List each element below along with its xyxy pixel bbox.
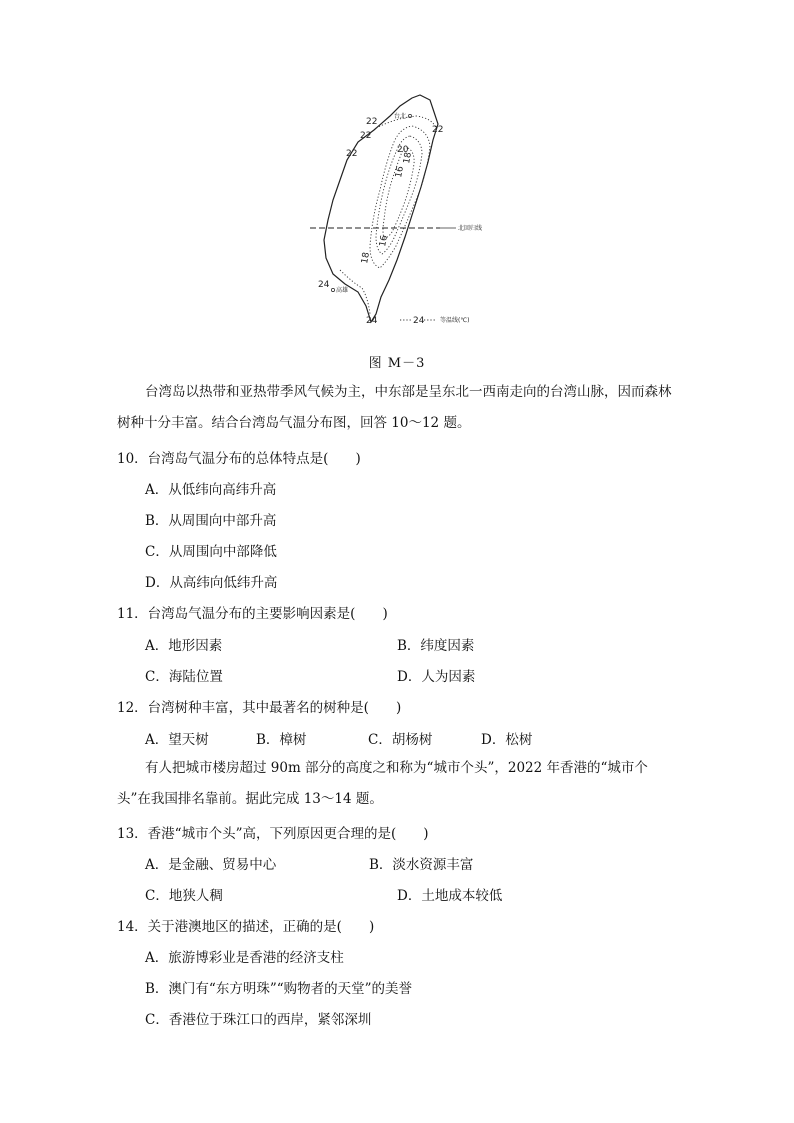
option-11-c: C．海陆位置: [145, 669, 223, 685]
option-12-b: B．樟树: [256, 732, 307, 748]
isotherm-label: 22: [432, 125, 444, 135]
option-13-b: B．淡水资源丰富: [369, 857, 474, 873]
isotherm-label: 20: [397, 145, 409, 155]
question-12: 12．台湾树种丰富，其中最著名的树种是( ): [117, 700, 402, 716]
taiwan-isotherm-map: [300, 92, 500, 342]
isotherm-label: 22: [360, 131, 372, 141]
intro-paragraph-2: 有人把城市楼房超过 90m 部分的高度之和称为“城市个头”，2022 年香港的“城市个头”在我国排名靠前。据此完成 13～14 题。: [117, 760, 648, 807]
question-11: 11．台湾岛气温分布的主要影响因素是( ): [117, 606, 388, 622]
option-13-d: D．土地成本较低: [397, 888, 503, 904]
option-12-c: C．胡杨树: [368, 732, 433, 748]
question-14: 14．关于港澳地区的描述，正确的是( ): [117, 919, 375, 935]
option-13-a: A．是金融、贸易中心: [145, 857, 277, 873]
isotherm-label: 22: [366, 117, 378, 127]
city-marker-kaohsiung: [331, 288, 334, 291]
legend-text: 等温线(℃): [440, 317, 470, 324]
legend-value: 24: [413, 316, 425, 326]
tropic-label: 北回归线: [458, 225, 483, 232]
option-11-b: B．纬度因素: [397, 638, 475, 654]
option-14-b: B．澳门有“东方明珠”“购物者的天堂”的美誉: [145, 981, 413, 997]
map-svg: [300, 92, 500, 342]
question-13: 13．香港“城市个头”高，下列原因更合理的是( ): [117, 826, 429, 842]
isotherm-label: 24: [366, 316, 378, 326]
option-11-d: D．人为因素: [397, 669, 476, 685]
option-10-a: A．从低纬向高纬升高: [145, 482, 277, 498]
intro-paragraph-1: 台湾岛以热带和亚热带季风气候为主，中东部是呈东北一西南走向的台湾山脉，因而森林树种十分丰富。结合台湾岛气温分布图，回答 10～12 题。: [117, 384, 672, 431]
isotherm-label: 22: [346, 149, 358, 159]
isotherm-label: 24: [318, 280, 330, 290]
option-14-a: A．旅游博彩业是香港的经济支柱: [145, 950, 344, 966]
option-10-d: D．从高纬向低纬升高: [145, 575, 278, 591]
city-label-kaohsiung: 高雄: [336, 287, 349, 294]
figure-caption: 图 M－3: [368, 356, 426, 371]
question-10: 10．台湾岛气温分布的总体特点是( ): [117, 451, 361, 467]
option-12-a: A．望天树: [145, 732, 209, 748]
isotherm-label: 16: [394, 165, 406, 179]
isotherm-label: 16: [378, 234, 390, 248]
option-10-c: C．从周围向中部降低: [145, 544, 277, 560]
option-12-d: D．松树: [481, 732, 533, 748]
option-13-c: C．地狭人稠: [145, 888, 223, 904]
isotherm-label: 18: [360, 251, 372, 265]
city-label-taipei: 台北: [394, 113, 407, 120]
option-11-a: A．地形因素: [145, 638, 223, 654]
option-10-b: B．从周围向中部升高: [145, 513, 277, 529]
isotherm-label: 18: [402, 151, 414, 165]
option-14-c: C．香港位于珠江口的西岸，紧邻深圳: [145, 1012, 372, 1028]
